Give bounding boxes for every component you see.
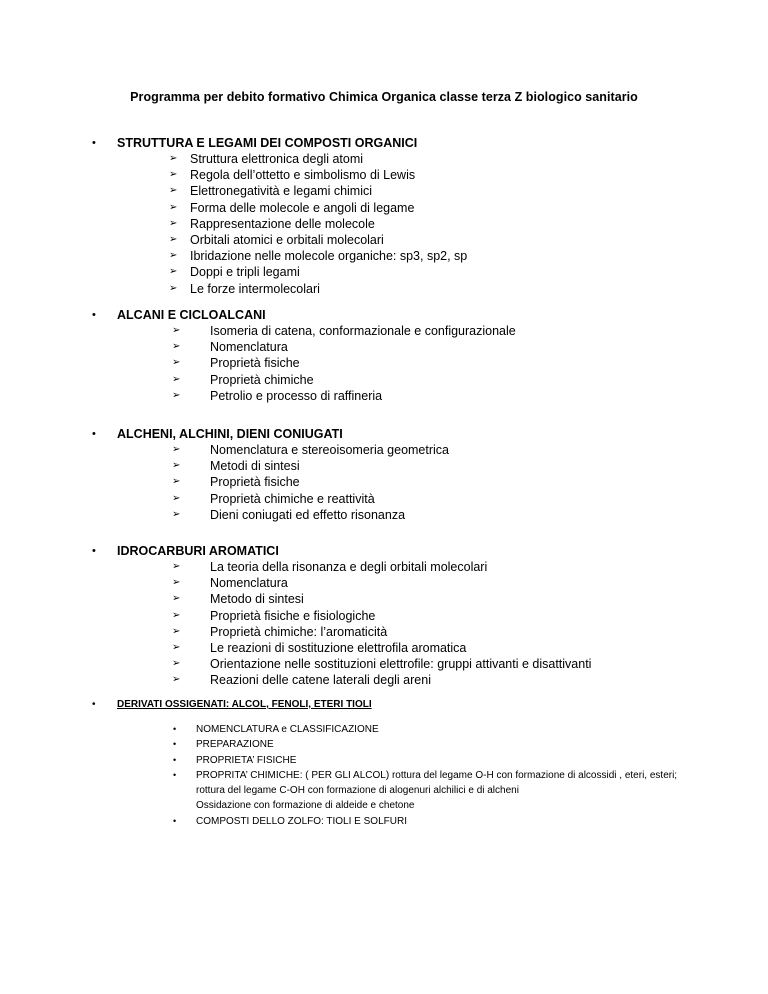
arrow-bullet-icon: ➢ bbox=[172, 357, 181, 369]
arrow-bullet-icon: ➢ bbox=[172, 577, 181, 589]
arrow-bullet-icon: ➢ bbox=[169, 201, 178, 213]
bullet-icon: • bbox=[92, 699, 96, 710]
list-item bbox=[0, 624, 768, 640]
page-title: Programma per debito formativo Chimica Organica classe terza Z biologico sanitario bbox=[130, 90, 638, 104]
arrow-bullet-icon: ➢ bbox=[172, 625, 181, 637]
section-items bbox=[0, 722, 768, 829]
bullet-icon: • bbox=[173, 769, 177, 780]
list-item bbox=[0, 722, 768, 737]
list-item bbox=[0, 608, 768, 624]
arrow-bullet-icon: ➢ bbox=[172, 561, 181, 572]
section-title: DERIVATI OSSIGENATI: ALCOL, FENOLI, ETERI TIOLI bbox=[117, 699, 372, 710]
list-item bbox=[0, 491, 768, 507]
list-item bbox=[0, 458, 768, 474]
arrow-bullet-icon: ➢ bbox=[169, 250, 178, 262]
list-item-text: Proprietà chimiche e reattività bbox=[210, 491, 375, 506]
list-item bbox=[0, 232, 768, 248]
bullet-icon: • bbox=[173, 739, 177, 750]
list-item bbox=[0, 591, 768, 607]
arrow-bullet-icon: ➢ bbox=[169, 153, 178, 164]
section-title: STRUTTURA E LEGAMI DEI COMPOSTI ORGANICI bbox=[117, 136, 418, 150]
section-items bbox=[0, 323, 768, 404]
arrow-bullet-icon: ➢ bbox=[169, 185, 178, 197]
bullet-icon: • bbox=[92, 428, 96, 440]
list-item-text: Doppi e tripli legami bbox=[190, 265, 300, 280]
list-item bbox=[0, 559, 768, 575]
list-item-text: Proprietà chimiche: l’aromaticità bbox=[210, 624, 388, 639]
list-item bbox=[0, 248, 768, 264]
list-item-text: PROPRIETA’ FISICHE bbox=[196, 754, 297, 766]
arrow-bullet-icon: ➢ bbox=[172, 641, 181, 653]
arrow-bullet-icon: ➢ bbox=[172, 444, 181, 455]
list-item bbox=[0, 442, 768, 458]
bullet-icon: • bbox=[173, 724, 177, 734]
section-title: IDROCARBURI AROMATICI bbox=[117, 544, 279, 558]
list-item bbox=[0, 183, 768, 199]
arrow-bullet-icon: ➢ bbox=[172, 609, 181, 621]
list-item-text: La teoria della risonanza e degli orbitali molecolari bbox=[210, 560, 488, 574]
arrow-bullet-icon: ➢ bbox=[172, 476, 181, 488]
list-item-text: rottura del legame C-OH con formazione di alogenuri alchilici e di alcheni bbox=[196, 785, 519, 797]
list-item bbox=[0, 339, 768, 355]
arrow-bullet-icon: ➢ bbox=[172, 658, 181, 670]
arrow-bullet-icon: ➢ bbox=[169, 233, 178, 245]
list-item-text: Le forze intermolecolari bbox=[190, 281, 320, 296]
list-item bbox=[0, 264, 768, 280]
list-item-text: Metodo di sintesi bbox=[210, 592, 304, 607]
list-item-text: COMPOSTI DELLO ZOLFO: TIOLI E SOLFURI bbox=[196, 815, 407, 827]
list-item-text: Metodi di sintesi bbox=[210, 459, 300, 474]
section-items bbox=[0, 151, 768, 297]
arrow-bullet-icon: ➢ bbox=[172, 674, 181, 686]
list-item bbox=[0, 355, 768, 371]
section-title: ALCANI E CICLOALCANI bbox=[117, 308, 266, 322]
list-item bbox=[0, 672, 768, 688]
arrow-bullet-icon: ➢ bbox=[172, 593, 181, 605]
list-item bbox=[0, 814, 768, 829]
list-item bbox=[0, 323, 768, 339]
arrow-bullet-icon: ➢ bbox=[172, 341, 181, 353]
list-item bbox=[0, 151, 768, 167]
bullet-icon: • bbox=[92, 309, 96, 321]
list-item bbox=[0, 281, 768, 297]
list-item-text: Forma delle molecole e angoli di legame bbox=[190, 200, 415, 215]
list-item-text: Regola dell’ottetto e simbolismo di Lewis bbox=[190, 168, 416, 183]
list-item bbox=[0, 656, 768, 672]
list-item bbox=[0, 753, 768, 768]
list-item-text: Nomenclatura e stereoisomeria geometrica bbox=[210, 443, 449, 457]
section-items bbox=[0, 559, 768, 689]
list-item bbox=[0, 388, 768, 404]
list-item-text: Proprietà fisiche bbox=[210, 356, 300, 371]
list-item bbox=[0, 200, 768, 216]
list-item-text: Nomenclatura bbox=[210, 576, 288, 591]
arrow-bullet-icon: ➢ bbox=[172, 325, 181, 336]
bullet-icon: • bbox=[92, 137, 96, 149]
arrow-bullet-icon: ➢ bbox=[172, 373, 181, 385]
list-item-text: Rappresentazione delle molecole bbox=[190, 216, 375, 231]
list-item-text: NOMENCLATURA e CLASSIFICAZIONE bbox=[196, 724, 379, 735]
list-item bbox=[0, 474, 768, 490]
bullet-icon: • bbox=[92, 545, 96, 557]
list-item-text: Struttura elettronica degli atomi bbox=[190, 152, 364, 166]
list-item-text: Petrolio e processo di raffineria bbox=[210, 388, 383, 403]
list-item bbox=[0, 507, 768, 523]
section-title: ALCHENI, ALCHINI, DIENI CONIUGATI bbox=[117, 427, 343, 441]
list-item bbox=[0, 372, 768, 388]
arrow-bullet-icon: ➢ bbox=[169, 282, 178, 294]
list-item bbox=[0, 575, 768, 591]
list-item bbox=[0, 216, 768, 232]
bullet-icon: • bbox=[173, 754, 177, 765]
list-item bbox=[0, 768, 768, 814]
list-item-text: Le reazioni di sostituzione elettrofila aromatica bbox=[210, 640, 467, 655]
list-item-text: Orientazione nelle sostituzioni elettrofile: gruppi attivanti e disattivanti bbox=[210, 657, 592, 672]
list-item-text: PROPRITA’ CHIMICHE: ( PER GLI ALCOL) rottura del legame O-H con formazione di alcossidi , eteri, esteri; bbox=[196, 769, 678, 781]
section-items bbox=[0, 442, 768, 523]
list-item bbox=[0, 640, 768, 656]
list-item bbox=[0, 167, 768, 183]
list-item-text: Ossidazione con formazione di aldeide e chetone bbox=[196, 800, 415, 812]
arrow-bullet-icon: ➢ bbox=[172, 460, 181, 472]
list-item-text: Proprietà fisiche e fisiologiche bbox=[210, 608, 376, 623]
list-item-text: Ibridazione nelle molecole organiche: sp3, sp2, sp bbox=[190, 249, 468, 264]
list-item-text: Isomeria di catena, conformazionale e configurazionale bbox=[210, 324, 516, 338]
list-item-text: Elettronegatività e legami chimici bbox=[190, 184, 373, 199]
arrow-bullet-icon: ➢ bbox=[169, 217, 178, 229]
bullet-icon: • bbox=[173, 815, 177, 826]
list-item-text: Proprietà fisiche bbox=[210, 475, 300, 490]
list-item-text: Orbitali atomici e orbitali molecolari bbox=[190, 232, 384, 247]
arrow-bullet-icon: ➢ bbox=[172, 389, 181, 401]
list-item-text: PREPARAZIONE bbox=[196, 739, 274, 751]
list-item-text: Dieni coniugati ed effetto risonanza bbox=[210, 507, 406, 522]
arrow-bullet-icon: ➢ bbox=[169, 266, 178, 278]
arrow-bullet-icon: ➢ bbox=[169, 169, 178, 181]
list-item-text: Nomenclatura bbox=[210, 340, 288, 355]
list-item-text: Reazioni delle catene laterali degli areni bbox=[210, 673, 431, 688]
arrow-bullet-icon: ➢ bbox=[172, 508, 181, 520]
list-item bbox=[0, 737, 768, 752]
arrow-bullet-icon: ➢ bbox=[172, 492, 181, 504]
list-item-text: Proprietà chimiche bbox=[210, 372, 314, 387]
